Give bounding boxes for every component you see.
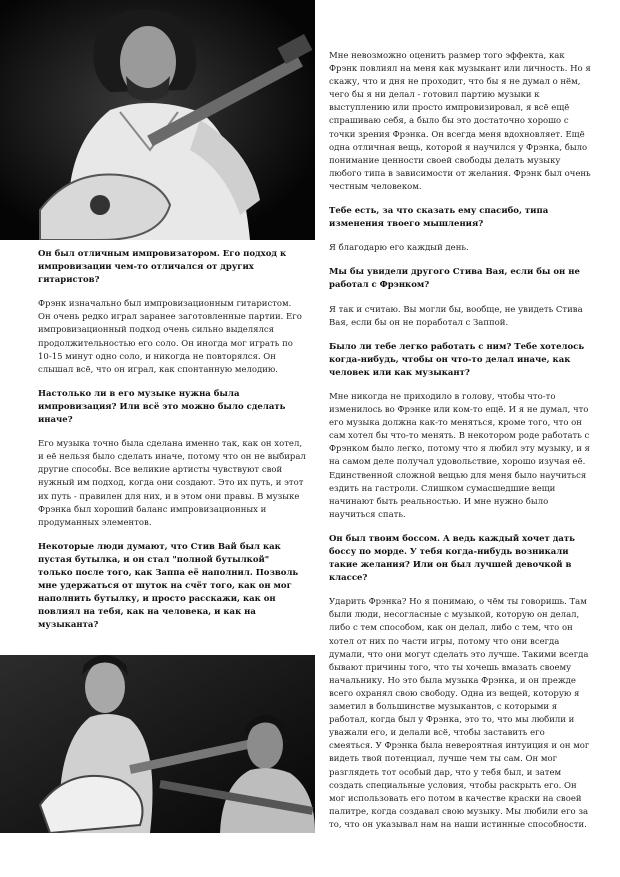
left-column (38, 248, 306, 643)
question-paragraph: Тебе есть, за что сказать ему спасибо, типа изменения твоего мышления? (329, 206, 549, 230)
question-paragraph: Некоторые люди думают, что Стив Вай был как пустая бутылка, и он стал "полной бутылкой" только после того, как Заппа её наполнил. Позволь мне удержаться от шуток на счёт того, как он мог наполнить бутылку, и просто расскажи, как он повлиял на тебя, как на человека, и как на музыканта? (38, 541, 299, 631)
answer-paragraph: Фрэнк изначально был импровизационным гитаристом. Он очень редко играл заранее заготовленные партии. Его импровизационный подход очень сильно выделялся продолжительностью его соло. Он иногда мог играть по 10-15 минут одно соло, и никогда не повторялся. Он слышал всё, что он играл, как спонтанную мелодию. (38, 299, 302, 375)
question-paragraph: Он был твоим боссом. А ведь каждый хочет дать боссу по морде. У тебя когда-нибудь возникали такие желания? Или он был лучшей девочкой в классе? (329, 533, 575, 584)
answer-paragraph: Его музыка точно была сделана именно так, как он хотел, и её нельзя было сделать иначе, потому что он не выбирал другие способы. Все великие артисты чувствуют свой нужный им подход, когда они создают. Это их путь, и этот их путь - правилен для них, и в этом они правы. В музыке Фрэнка был хороший баланс импровизационных и продуманных элементов. (38, 439, 306, 528)
answer-paragraph: Мне никогда не приходило в голову, чтобы что-то изменилось во Фрэнке или ком-то ещё. И я не думал, что его музыка должна как-то меняться, кроме того, что он сам хотел бы что-то менять. В некотором роде работать с Фрэнком было легко, потому что я любил эту музыку, и я на самом деле получал удовольствие, хорошо изучая её. Единственной сложной вещью для меня было научиться ездить на гастроли. Слишком сумасшедшие вещи начинают быть реальностью. И мне нужно было научиться спать. (329, 391, 590, 520)
photo-guitarist-top (0, 0, 315, 240)
answer-paragraph: Ударить Фрэнка? Но я понимаю, о чём ты говоришь. Там были люди, несогласные с музыкой, которую он делал, либо с тем способом, как он делал, либо с тем, что он хотел от них по части игры, потому что они всегда думали, что они могут сделать это лучше. Такими всегда бывают причины того, что ты хочешь вмазать своему начальнику. Но это была музыка Фрэнка, и он прежде всего охранял свою свободу. Одна из вещей, которую я заметил в большинстве музыкантов, с которыми я работал, когда был у Фрэнка, это то, что мы любили и уважали его, и делали всё, чтобы заставить его смеяться. У Фрэнка была невероятная интуиция и он мог видеть твой потенциал, лучше чем ты сам. Он мог разглядеть тот особый дар, что у тебя был, и затем создать специальные условия, чтобы раскрыть его. Он мог использовать его потом в качестве краски на своей палитре, когда создавал свою музыку. Мы любили его за то, что он указывал нам на наши истинные способности. (329, 597, 590, 830)
answer-paragraph: Мне невозможно оценить размер того эффекта, как Фрэнк повлиял на меня как музыкант или личность. Но я скажу, что и дня не проходит, что бы я не думал о нём, чего бы я ни делал - готовил партию музыки к выступлению или просто импровизировал, я всё ещё спрашиваю себя, а было бы это достаточно хорошо с точки зрения Фрэнка. Он всегда меня вдохновляет. Ещё одна отличная вещь, которой я научился у Фрэнка, было понимание ценности своей свободы делать музыку любого типа в зависимости от желания. Фрэнк был очень честным человеком. (329, 51, 591, 192)
question-paragraph: Мы бы увидели другого Стива Вая, если бы он не работал с Фрэнком? (329, 267, 580, 291)
question-paragraph: Настолько ли в его музыке нужна была импровизация? Или всё это можно было сделать иначе? (38, 388, 286, 426)
right-column (329, 50, 591, 843)
photo-band-bottom (0, 655, 315, 833)
answer-paragraph: Я так и считаю. Вы могли бы, вообще, не увидеть Стива Вая, если бы он не поработал с Заппой. (329, 304, 583, 328)
answer-paragraph: Я благодарю его каждый день. (329, 243, 469, 254)
question-paragraph: Он был отличным импровизатором. Его подход к импровизации чем-то отличался от других гитаристов? (38, 249, 287, 286)
question-paragraph: Было ли тебе легко работать с ним? Тебе хотелось когда-нибудь, чтобы он что-то делал иначе, как человек или как музыкант? (329, 341, 585, 378)
